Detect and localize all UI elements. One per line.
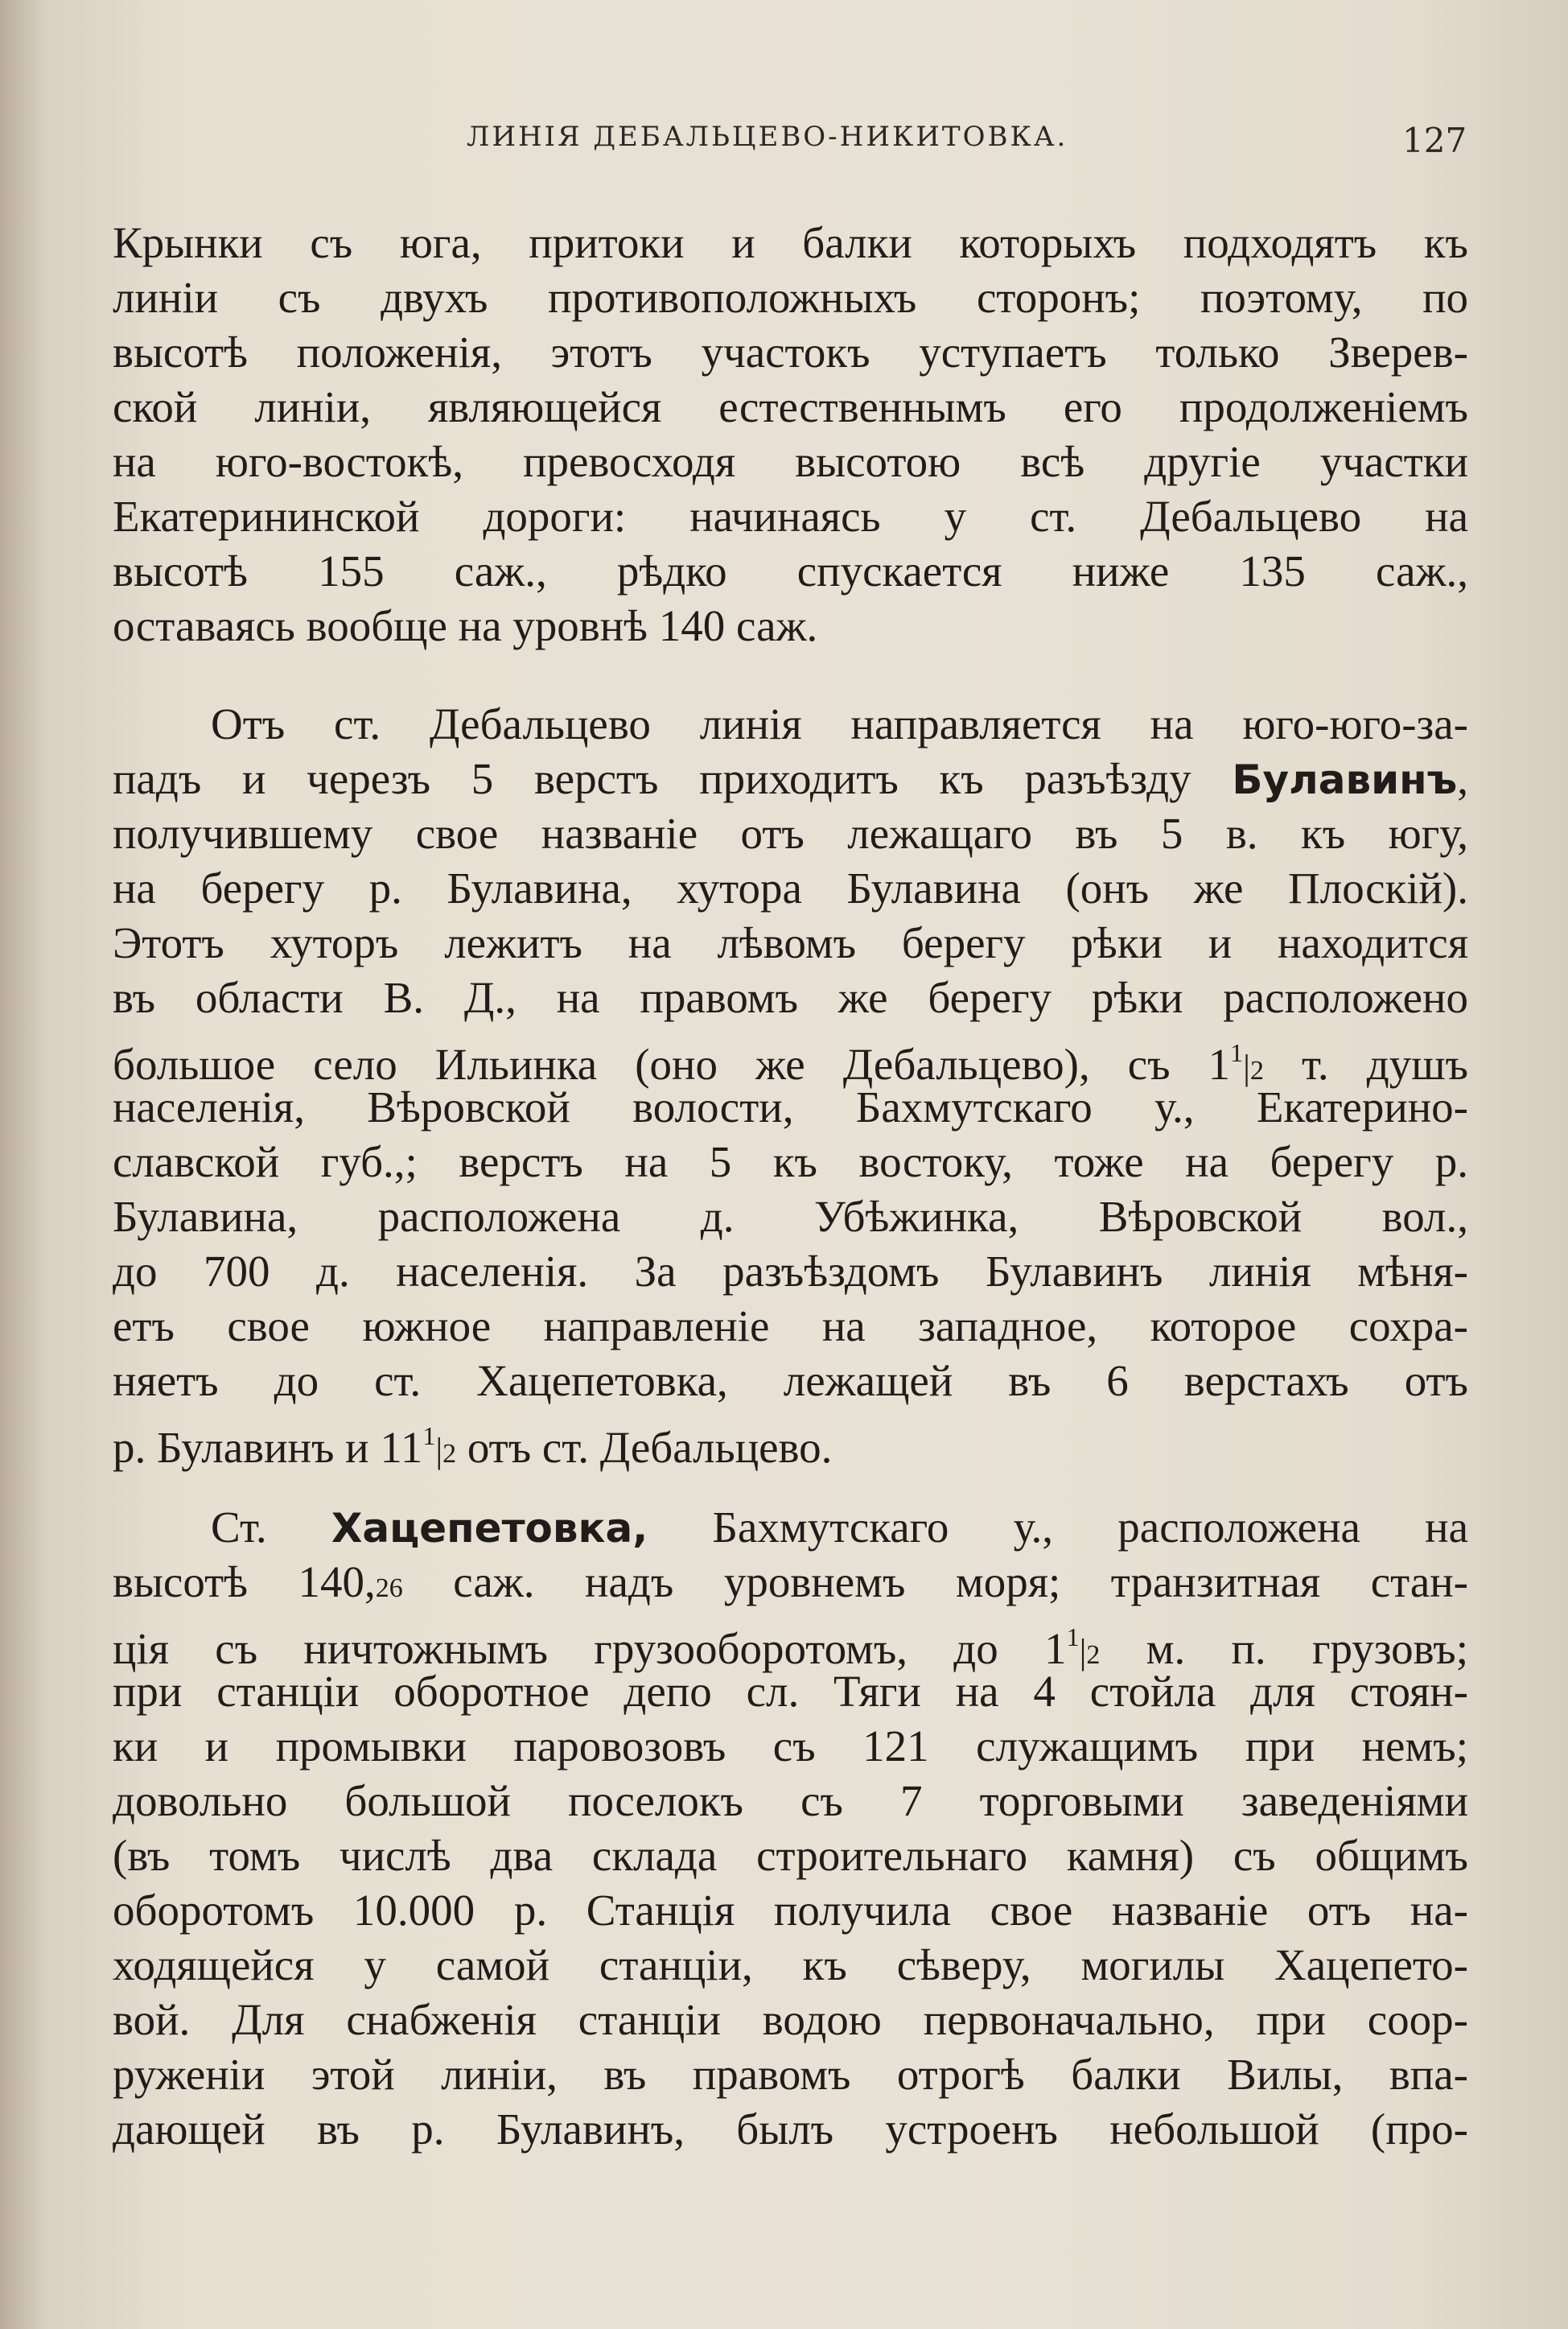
- text-line: высотѣ 155 саж., рѣдко спускается ниже 135 саж.,: [113, 546, 1468, 596]
- text-run: м. п. грузовъ;: [1100, 1624, 1469, 1673]
- fraction-denominator: 2: [1086, 1640, 1101, 1670]
- running-head: ЛИНІЯ ДЕБАЛЬЦЕВО-НИКИТОВКА.: [467, 121, 1068, 153]
- fraction-separator: |: [435, 1431, 443, 1470]
- text-line: ской линіи, являющейся естественнымъ его продолженіемъ: [113, 382, 1468, 431]
- text-line: ходящейся у самой станціи, къ сѣверу, могилы Хацепето-: [113, 1940, 1468, 1989]
- fraction-separator: |: [1079, 1632, 1087, 1672]
- page-number: 127: [1402, 121, 1467, 160]
- text-run: высотѣ 140,: [113, 1557, 376, 1606]
- text-line: Крынки съ юга, притоки и балки которыхъ подходятъ къ: [113, 218, 1468, 267]
- text-line: [211, 1502, 1468, 1554]
- fraction-numerator: 1: [1066, 1622, 1080, 1651]
- text-line: Булавина, расположена д. Убѣжинка, Вѣровской вол.,: [113, 1192, 1468, 1241]
- text-line: [113, 1556, 1468, 1614]
- text-line: дающей въ р. Булавинъ, былъ устроенъ небольшой (про-: [113, 2104, 1468, 2154]
- text-line: линіи съ двухъ противоположныхъ сторонъ; поэтому, по: [113, 273, 1468, 322]
- text-line: на берегу р. Булавина, хутора Булавина (онъ же Плоскій).: [113, 864, 1468, 913]
- text-line: Этотъ хуторъ лежитъ на лѣвомъ берегу рѣки и находится: [113, 918, 1468, 967]
- text-run: Бахмутскаго у., расположена на: [648, 1503, 1469, 1552]
- text-line: получившему свое названіе отъ лежащаго въ 5 в. къ югу,: [113, 809, 1468, 858]
- text-line: етъ свое южное направленіе на западное, которое сохра-: [113, 1301, 1468, 1350]
- place-name-bold: Булавинъ: [1232, 756, 1458, 803]
- text-line: до 700 д. населенія. За разъѣздомъ Булавинъ линія мѣня-: [113, 1247, 1468, 1296]
- fraction-numerator: 1: [422, 1421, 436, 1450]
- text-line: населенія, Вѣровской волости, Бахмутскаго у., Екатерино-: [113, 1082, 1468, 1132]
- text-line: руженіи этой линіи, въ правомъ отрогѣ балки Вилы, впа-: [113, 2050, 1468, 2099]
- text-run: саж. надъ уровнемъ моря; транзитная стан-: [402, 1557, 1468, 1606]
- fraction-separator: |: [1243, 1048, 1250, 1087]
- decimal-subscript: 26: [375, 1573, 403, 1603]
- text-line: въ области В. Д., на правомъ же берегу рѣки расположено: [113, 973, 1468, 1022]
- text-run: р. Булавинъ и 11: [113, 1423, 423, 1472]
- text-run: т. душъ: [1263, 1040, 1468, 1089]
- text-line: (въ томъ числѣ два склада строительнаго камня) съ общимъ: [113, 1831, 1468, 1880]
- text-line: [113, 753, 1468, 806]
- text-run: отъ ст. Дебальцево.: [456, 1423, 833, 1472]
- fraction-denominator: 2: [442, 1439, 457, 1469]
- text-line: Отъ ст. Дебальцево линія направляется на юго-юго-за-: [211, 699, 1468, 748]
- text-line: няетъ до ст. Хацепетовка, лежащей въ 6 верстахъ отъ: [113, 1356, 1468, 1405]
- text-line: Екатерининской дороги: начинаясь у ст. Дебальцево на: [113, 492, 1468, 541]
- text-line: оставаясь вообще на уровнѣ 140 саж.: [113, 601, 818, 650]
- text-line: высотѣ положенія, этотъ участокъ уступаетъ только Зверев-: [113, 328, 1468, 377]
- text-line: вой. Для снабженія станціи водою первоначально, при соор-: [113, 1995, 1468, 2044]
- text-run: ція съ ничтожнымъ грузооборотомъ, до 1: [113, 1624, 1067, 1673]
- fraction-numerator: 1: [1230, 1038, 1244, 1067]
- text-line: [113, 1410, 1468, 1480]
- text-line: славской губ.,; верстъ на 5 къ востоку, тоже на берегу р.: [113, 1137, 1468, 1186]
- text-run: ,: [1457, 754, 1468, 803]
- text-line: довольно большой поселокъ съ 7 торговыми заведеніями: [113, 1776, 1468, 1825]
- text-line: ки и промывки паровозовъ съ 121 служащимъ при немъ;: [113, 1721, 1468, 1770]
- text-line: на юго-востокѣ, превосходя высотою всѣ другіе участки: [113, 437, 1468, 486]
- text-line: оборотомъ 10.000 р. Станція получила свое названіе отъ на-: [113, 1886, 1468, 1935]
- text-run: большое село Ильинка (оно же Дебальцево), съ 1: [113, 1040, 1231, 1089]
- text-line: при станціи оборотное депо сл. Тяги на 4 стойла для стоян-: [113, 1667, 1468, 1716]
- text-run: падъ и черезъ 5 верстъ приходитъ къ разъѣзду: [113, 754, 1233, 803]
- text-run: Ст.: [211, 1503, 331, 1552]
- station-name-bold: Хацепетовка,: [331, 1505, 648, 1552]
- fraction-denominator: 2: [1249, 1056, 1264, 1086]
